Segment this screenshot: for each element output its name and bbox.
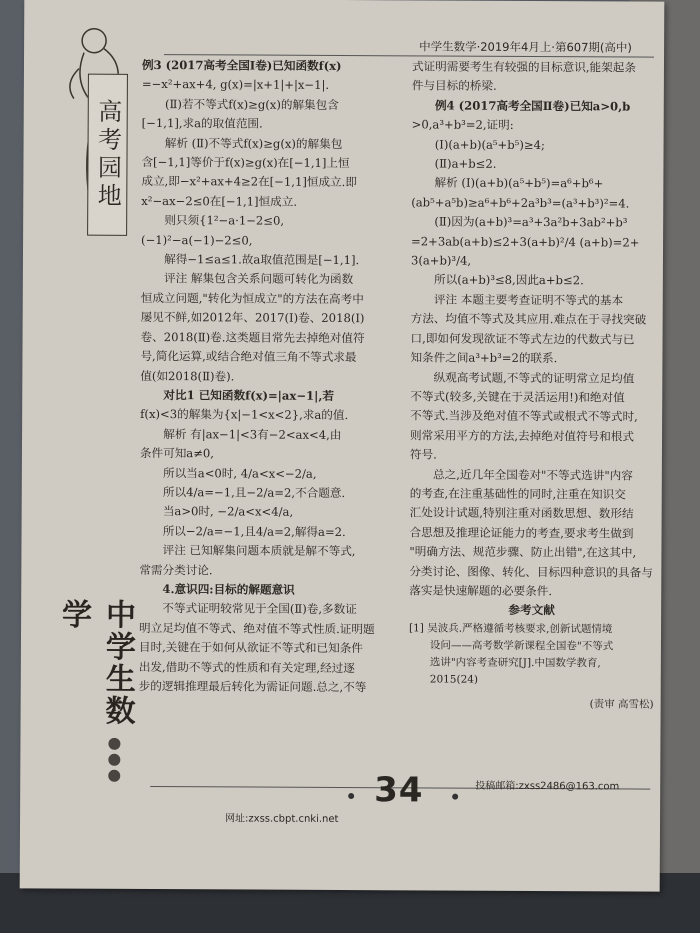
paragraph-line: 例3 (2017高考全国Ⅰ卷)已知函数f(x) bbox=[141, 57, 342, 73]
left-column bbox=[139, 56, 397, 698]
paragraph-line: 解析 (Ⅰ)(a+b)(a⁵+b⁵)=a⁶+b⁶+ bbox=[434, 175, 604, 191]
paragraph-line: 所以(a+b)³≤8,因此a+b≤2. bbox=[434, 272, 584, 288]
paragraph-line: 成立,即−x²+ax+4≥2在[−1,1]恒成立.即 bbox=[141, 174, 357, 190]
references-heading: 参考文献 bbox=[508, 603, 555, 618]
paragraph-line: 的考查,在注重基础性的同时,注重在知识交 bbox=[409, 486, 626, 502]
paragraph-line: 评注 已知解集问题本质就是解不等式, bbox=[162, 543, 356, 559]
paragraph-line: 屡见不鲜,如2012年、2017(Ⅰ)卷、2018(Ⅰ) bbox=[140, 310, 365, 326]
paragraph-line: (Ⅰ)(a+b)(a⁵+b⁵)≥4; bbox=[434, 137, 545, 152]
paragraph-line: [−1,1],求a的取值范围. bbox=[141, 116, 263, 131]
paragraph-line: 步的逻辑推理最后转化为需证问题.总之,不等 bbox=[138, 678, 367, 695]
paragraph-line: 值(如2018(Ⅱ)卷). bbox=[140, 368, 235, 383]
paragraph-line: f(x)<3的解集为{x|−1<x<2},求a的值. bbox=[140, 407, 349, 423]
paragraph-line: 总之,近几年全国卷对"不等式选讲"内容 bbox=[433, 467, 633, 483]
paragraph-line: 所以4/a=−1,且−2/a=2,不合题意. bbox=[162, 485, 346, 500]
paragraph-line: 所以−2/a=−1,且4/a=2,解得a=2. bbox=[162, 523, 346, 539]
paragraph-line: 方法、均值不等式及其应用.难点在于寻找突破 bbox=[410, 311, 647, 327]
footer-bullet-icon bbox=[348, 793, 354, 799]
section-heading: 4.意识四:目标的解题意识 bbox=[162, 582, 295, 597]
footer-bullet-icon bbox=[452, 794, 458, 800]
page-number: 34 bbox=[374, 770, 424, 811]
paragraph-line: 解得−1≤a≤1.故a取值范围是[−1,1]. bbox=[164, 252, 360, 268]
paragraph-line: 卷、2018(Ⅱ)卷.这类题目常先去掉绝对值符 bbox=[140, 329, 365, 345]
paragraph-line: 纵观高考试题,不等式的证明常立足均值 bbox=[433, 369, 635, 386]
paragraph-line: 评注 本题主要考查证明不等式的基本 bbox=[433, 292, 624, 308]
paragraph-line: 当a>0时, −2/a<x<4/a, bbox=[162, 504, 294, 520]
paragraph-line: 常需分类讨论. bbox=[139, 562, 213, 577]
decorative-dots bbox=[108, 734, 120, 786]
paragraph-line: 合思想及推理论证能力的考查,要求考生做到 bbox=[409, 525, 634, 541]
reference-line: 2015(24) bbox=[429, 673, 479, 686]
paragraph-line: 口,即如何发现欲证不等式左边的代数式与已 bbox=[410, 331, 635, 347]
right-column bbox=[409, 57, 657, 714]
paragraph-line: 不等式(较多,关键在于灵活运用!)和绝对值 bbox=[410, 389, 625, 405]
paragraph-line: 3(a+b)³/4, bbox=[410, 253, 472, 268]
paragraph-line: 号,简化运算,或结合绝对值三角不等式求最 bbox=[140, 349, 357, 365]
paragraph-line: 解析 (Ⅱ)不等式f(x)≥g(x)的解集包 bbox=[164, 135, 343, 151]
paragraph-line: 则只须{1²−a·1−2≤0, (−1)²−a(−1)−2≤0, bbox=[141, 213, 285, 248]
editor-credit: (责审 高雪松) bbox=[589, 698, 654, 711]
reference-line: 选讲"内容考查研究[J].中国数学教育, bbox=[429, 656, 601, 670]
magazine-page bbox=[20, 0, 665, 892]
paragraph-line: 含[−1,1]等价于f(x)≥g(x)在[−1,1]上恒 bbox=[141, 154, 350, 171]
paragraph-line: 目时,关键在于如何从欲证不等式和已知条件 bbox=[138, 640, 363, 656]
paragraph-line: =2+3ab(a+b)≤2+3(a+b)²/4 (a+b)=2+ bbox=[411, 234, 640, 250]
paragraph-line: >0,a³+b³=2,证明: bbox=[411, 117, 514, 133]
paragraph-line: 条件可知a≠0, bbox=[139, 446, 215, 461]
paragraph-line: 明立足均值不等式、绝对值不等式性质.证明题 bbox=[139, 620, 375, 636]
paragraph-line: 评注 解集包含关系问题可转化为函数 bbox=[164, 271, 354, 287]
paragraph-line: 不等式.当涉及绝对值不等式或根式不等式时, bbox=[410, 408, 638, 424]
paragraph-line: 所以当a<0时, 4/a<x<−2/a, bbox=[163, 465, 317, 481]
paragraph-line: 出发,借助不等式的性质和有关定理,经过逐 bbox=[138, 659, 355, 675]
paragraph-line: (Ⅱ)a+b≤2. bbox=[434, 156, 497, 171]
reference-line: 设问——高考数学新课程全国卷"不等式 bbox=[429, 639, 614, 653]
paragraph-line: (Ⅱ)若不等式f(x)≥g(x)的解集包含 bbox=[164, 96, 339, 112]
paragraph-line: 分类讨论、图像、转化、目标四种意识的具备与 bbox=[409, 563, 653, 580]
paragraph-line: 落实是快速解题的必要条件. bbox=[409, 583, 553, 599]
footer-email: 投稿邮箱:zxss2486@163.com bbox=[475, 780, 620, 793]
paragraph-line: 符号. bbox=[409, 447, 437, 462]
reference-line: [1] 吴波兵.严格遵循考核要求,创新试题情境 bbox=[409, 622, 613, 636]
brand-logo: 中学生数学 bbox=[56, 598, 136, 727]
paragraph-line: 则常采用平方的方法,去掉绝对值符号和根式 bbox=[410, 428, 635, 444]
running-header: 中学生数学·2019年4月上·第607期(高中) bbox=[419, 39, 632, 55]
paragraph-line: "明确方法、规范步骤、防止出错",在这其中, bbox=[409, 544, 637, 560]
paragraph-line: 汇处设计试题,特别注重对函数思想、数形结 bbox=[409, 505, 634, 521]
paragraph-line: 件与目标的桥梁. bbox=[411, 78, 497, 94]
paragraph-line: 式证明需要考生有较强的目标意识,能架起条 bbox=[411, 59, 636, 75]
paragraph-line: 例4 (2017高考全国Ⅱ卷)已知a>0,b bbox=[434, 98, 631, 114]
paragraph-line: 对比1 已知函数f(x)=|ax−1|,若 bbox=[163, 387, 335, 403]
paragraph-line: =−x²+ax+4, g(x)=|x+1|+|x−1|. bbox=[141, 77, 330, 93]
paragraph-line: 恒成立问题,"转化为恒成立"的方法在高考中 bbox=[140, 290, 364, 306]
paragraph-line: (Ⅱ)因为(a+b)³=a³+3a²b+3ab²+b³ bbox=[434, 214, 628, 230]
paragraph-line: 不等式证明较常见于全国(Ⅱ)卷,多数证 bbox=[162, 601, 357, 617]
paragraph-line: x²−ax−2≤0在[−1,1]恒成立. bbox=[141, 193, 298, 209]
paragraph-line: 解析 有|ax−1|<3有−2<ax<4,由 bbox=[163, 426, 342, 442]
paragraph-line: 知条件之间a³+b³=2的联系. bbox=[410, 350, 558, 366]
section-title: 高考园地 bbox=[87, 74, 128, 236]
footer-website: 网址:zxss.cbpt.cnki.net bbox=[225, 813, 339, 825]
paragraph-line: (ab⁵+a⁵b)≥a⁶+b⁶+2a³b³=(a³+b³)²=4. bbox=[411, 195, 630, 211]
